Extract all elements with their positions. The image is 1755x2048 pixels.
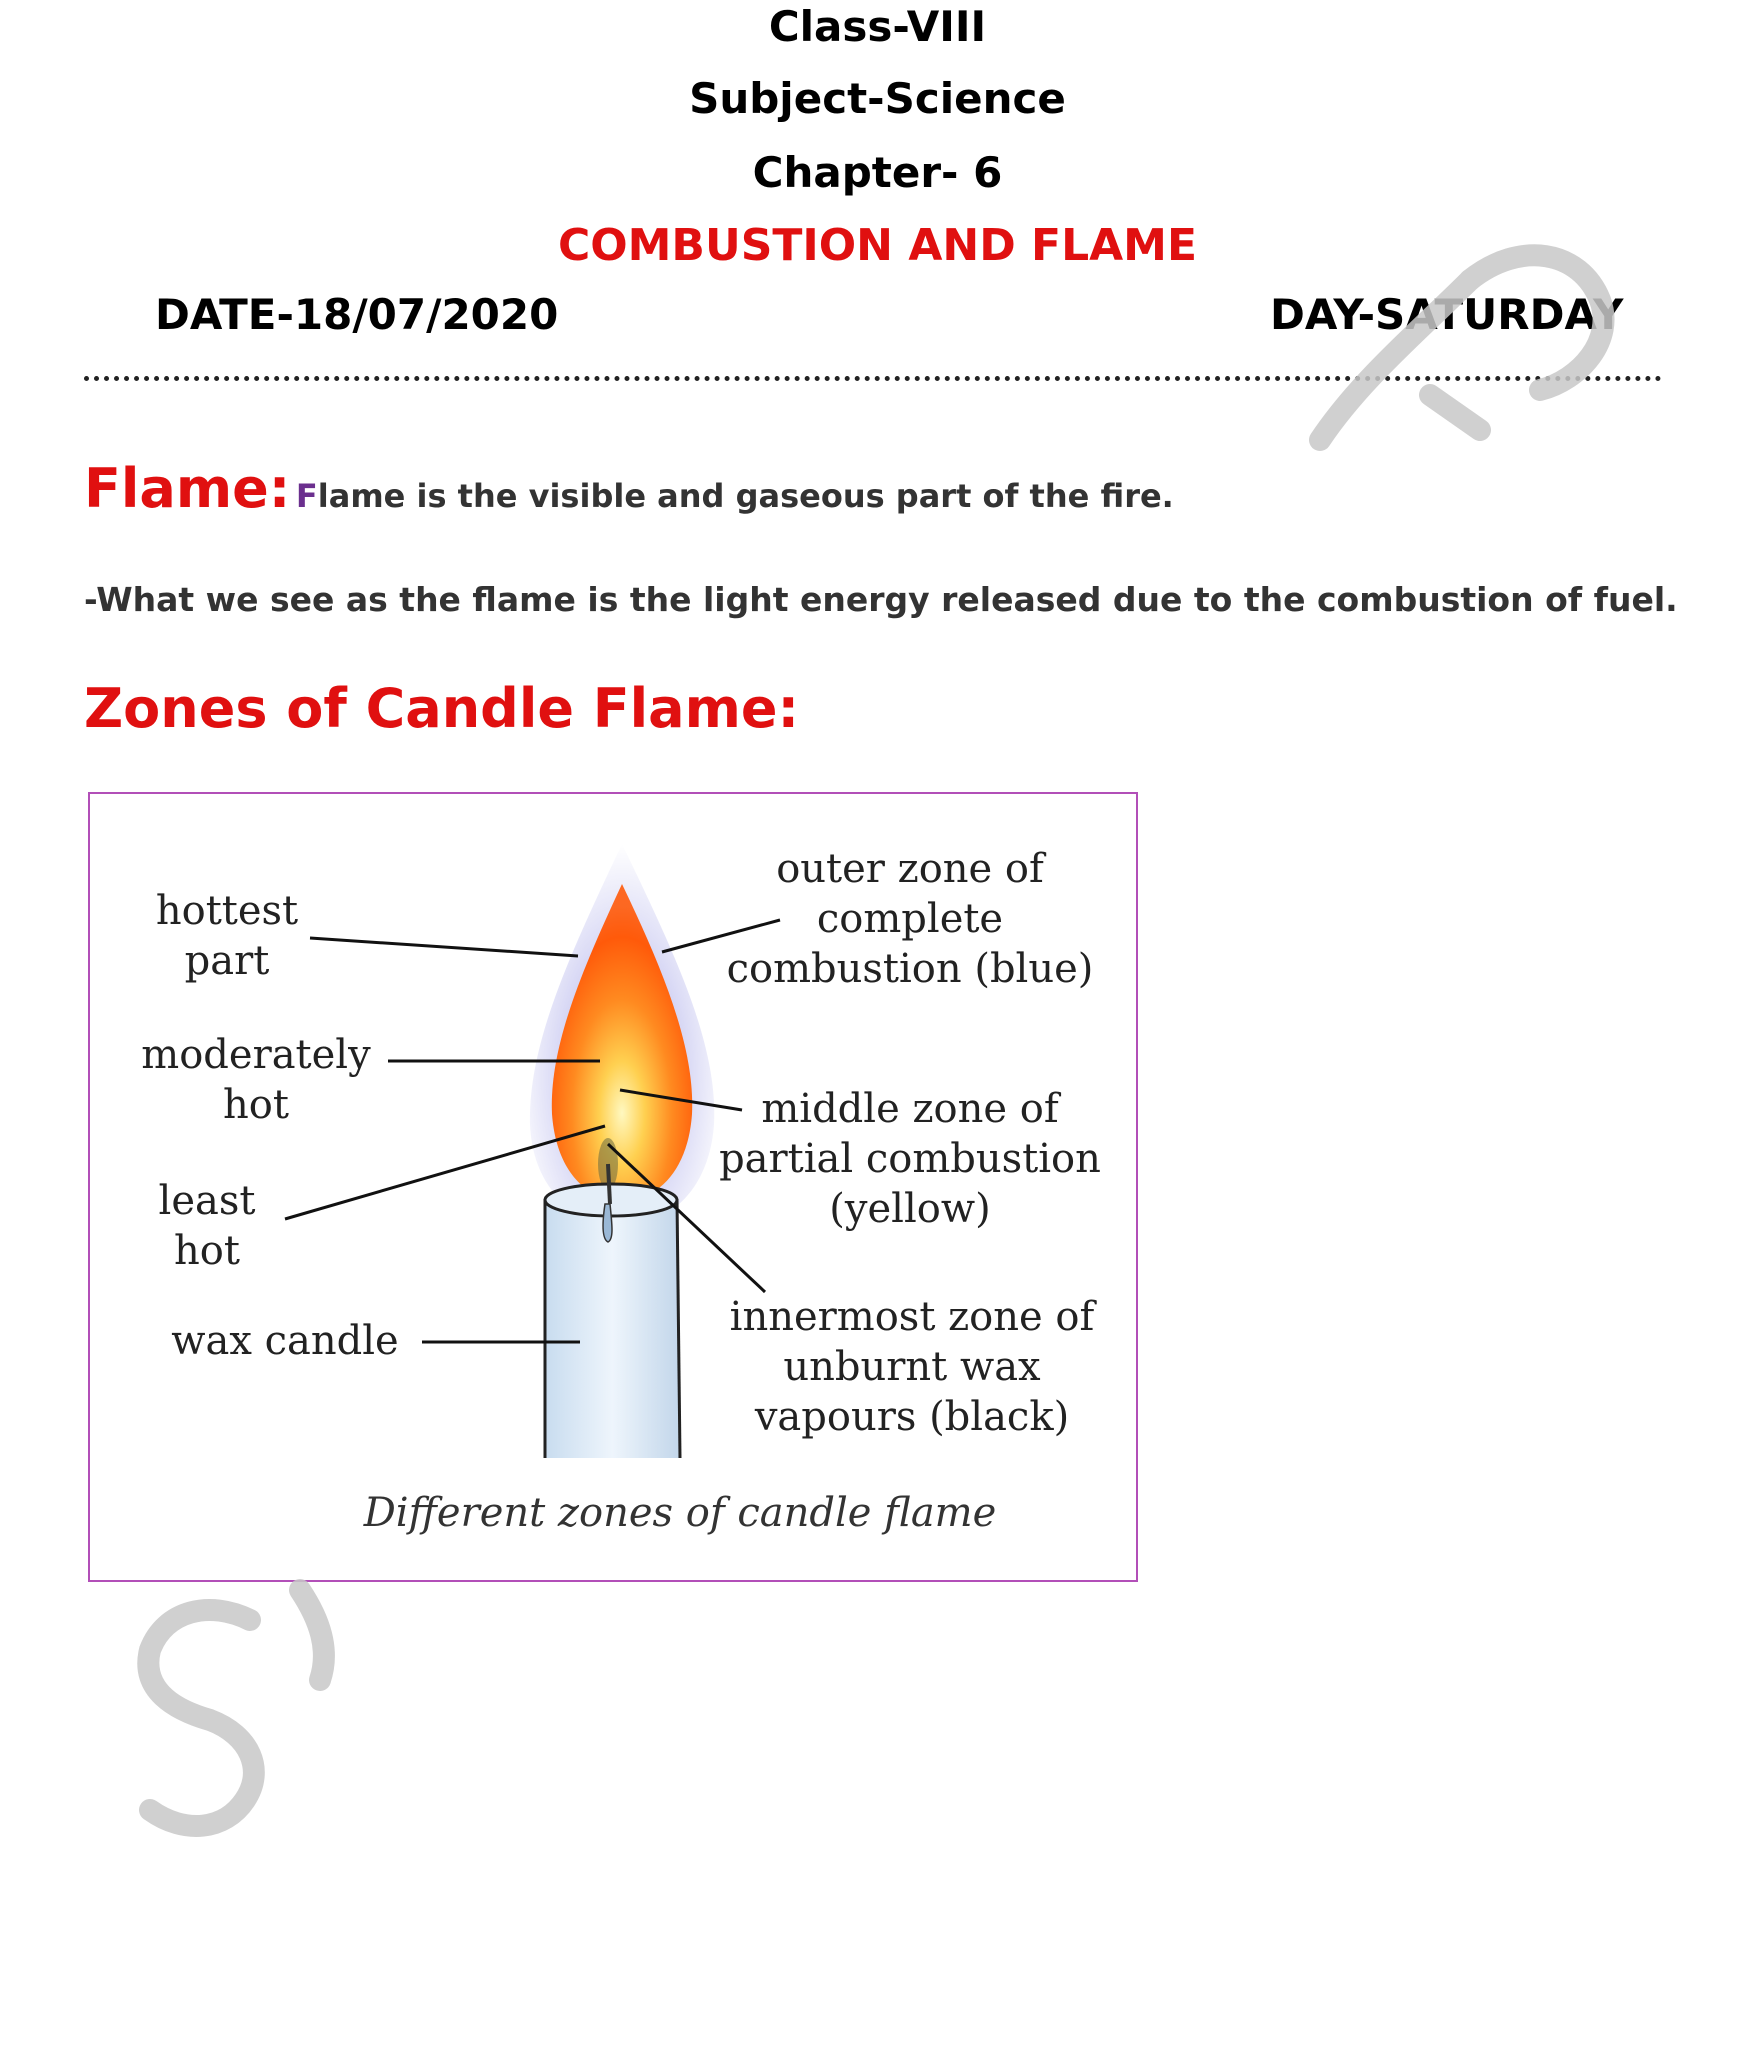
label-least-line2: hot	[174, 1228, 240, 1274]
label-moderately-line2: hot	[223, 1082, 289, 1128]
date-label: DATE-18/07/2020	[155, 290, 559, 339]
label-middle-line1: middle zone of	[761, 1086, 1059, 1132]
flame-explanation: -What we see as the flame is the light energy released due to the combustion of fuel.	[84, 580, 1678, 619]
label-moderately-line1: moderately	[141, 1032, 371, 1078]
label-inner-line3: vapours (black)	[754, 1394, 1070, 1440]
label-middle-line3: (yellow)	[829, 1186, 991, 1232]
flame-definition-text: lame is the visible and gaseous part of the fire.	[317, 477, 1174, 515]
wax-drip	[603, 1204, 612, 1242]
label-hottest-line2: part	[184, 938, 270, 984]
chapter-title: COMBUSTION AND FLAME	[557, 220, 1198, 271]
class-line: Class-VIII	[768, 2, 987, 51]
label-hottest-part	[132, 886, 322, 986]
chapter-line: Chapter- 6	[752, 148, 1003, 197]
label-outer-line2: complete	[816, 896, 1004, 942]
label-wax-candle: wax candle	[171, 1318, 399, 1364]
flame-definition	[84, 457, 1174, 520]
dotted-divider	[84, 376, 1662, 381]
flame-term: Flame:	[84, 457, 291, 520]
label-middle-zone	[690, 1084, 1130, 1234]
label-inner-line1: innermost zone of	[729, 1294, 1095, 1340]
label-inner-zone	[702, 1292, 1122, 1442]
flame-body	[552, 884, 692, 1202]
leader-hottest	[310, 938, 578, 956]
label-least-line1: least	[158, 1178, 256, 1224]
day-label: DAY-SATURDAY	[1270, 290, 1624, 339]
subject-line: Subject-Science	[689, 74, 1066, 123]
candle-flame-figure	[88, 792, 1138, 1582]
label-moderately-hot	[126, 1030, 386, 1130]
figure-caption: Different zones of candle flame	[363, 1490, 997, 1536]
label-hottest-line1: hottest	[155, 888, 299, 934]
label-middle-line2: partial combustion	[719, 1136, 1101, 1182]
candle-body	[545, 1199, 680, 1458]
label-outer-line1: outer zone of	[776, 846, 1044, 892]
label-least-hot	[132, 1176, 282, 1276]
flame-first-letter: F	[295, 477, 318, 515]
label-outer-zone	[710, 844, 1110, 994]
label-outer-line3: combustion (blue)	[726, 946, 1094, 992]
candle-wick	[608, 1164, 610, 1204]
zones-heading: Zones of Candle Flame:	[84, 677, 800, 740]
label-inner-line2: unburnt wax	[783, 1344, 1041, 1390]
